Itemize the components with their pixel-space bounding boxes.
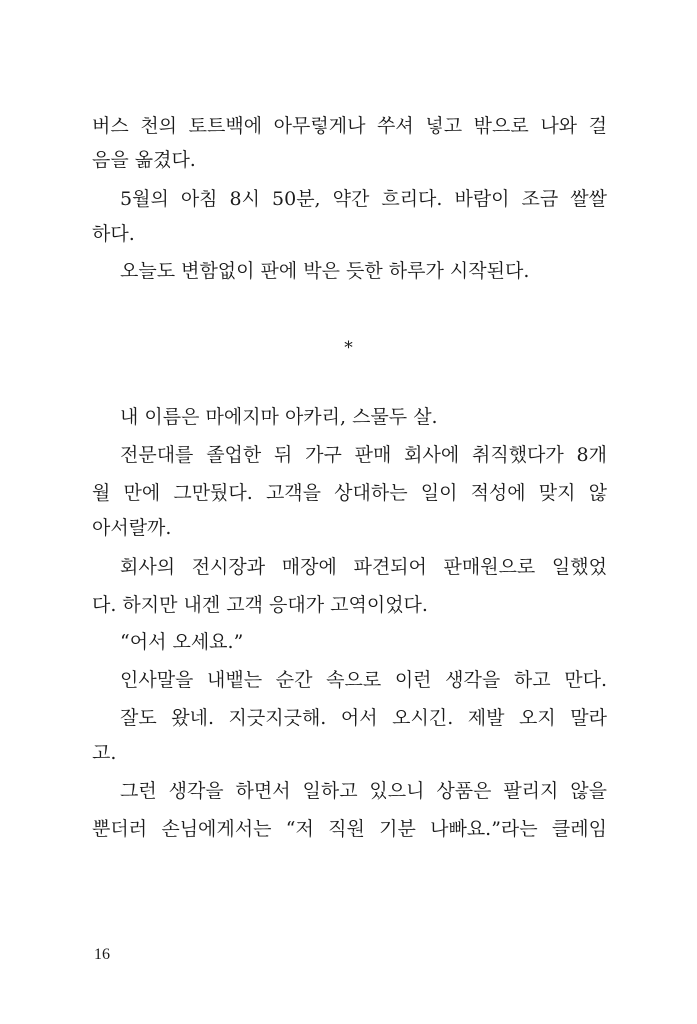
text-line: 내 이름은 마에지마 아카리, 스물두 살. bbox=[120, 406, 438, 428]
text-line: 오늘도 변함없이 판에 박은 듯한 하루가 시작된다. bbox=[120, 260, 530, 282]
text-line: 5월의 아침 8시 50분, 약간 흐리다. 바람이 조금 쌀쌀 bbox=[120, 188, 607, 210]
text-line: 월 만에 그만뒀다. 고객을 상대하는 일이 적성에 맞지 않 bbox=[92, 482, 607, 504]
section-separator: * bbox=[344, 338, 353, 358]
text-line: 회사의 전시장과 매장에 파견되어 판매원으로 일했었 bbox=[120, 556, 607, 578]
page-number: 16 bbox=[94, 946, 110, 963]
text-line: 뿐더러 손님에게서는 “저 직원 기분 나빠요.”라는 클레임 bbox=[92, 818, 607, 840]
text-line: 인사말을 내뱉는 순간 속으로 이런 생각을 하고 만다. bbox=[120, 669, 607, 691]
text-line: 전문대를 졸업한 뒤 가구 판매 회사에 취직했다가 8개 bbox=[120, 444, 607, 466]
text-line: 버스 천의 토트백에 아무렇게나 쑤셔 넣고 밖으로 나와 걸 bbox=[92, 115, 607, 137]
text-line: 음을 옮겼다. bbox=[92, 149, 196, 171]
text-line: 다. 하지만 내겐 고객 응대가 고역이었다. bbox=[92, 594, 428, 616]
text-line: 아서랄까. bbox=[92, 517, 172, 539]
text-line: 고. bbox=[92, 742, 117, 764]
text-line: 잘도 왔네. 지긋지긋해. 어서 오시긴. 제발 오지 말라 bbox=[120, 707, 607, 729]
text-line: 그런 생각을 하면서 일하고 있으니 상품은 팔리지 않을 bbox=[120, 780, 607, 802]
text-line: 하다. bbox=[92, 223, 135, 245]
text-line: “어서 오세요.” bbox=[120, 631, 244, 653]
